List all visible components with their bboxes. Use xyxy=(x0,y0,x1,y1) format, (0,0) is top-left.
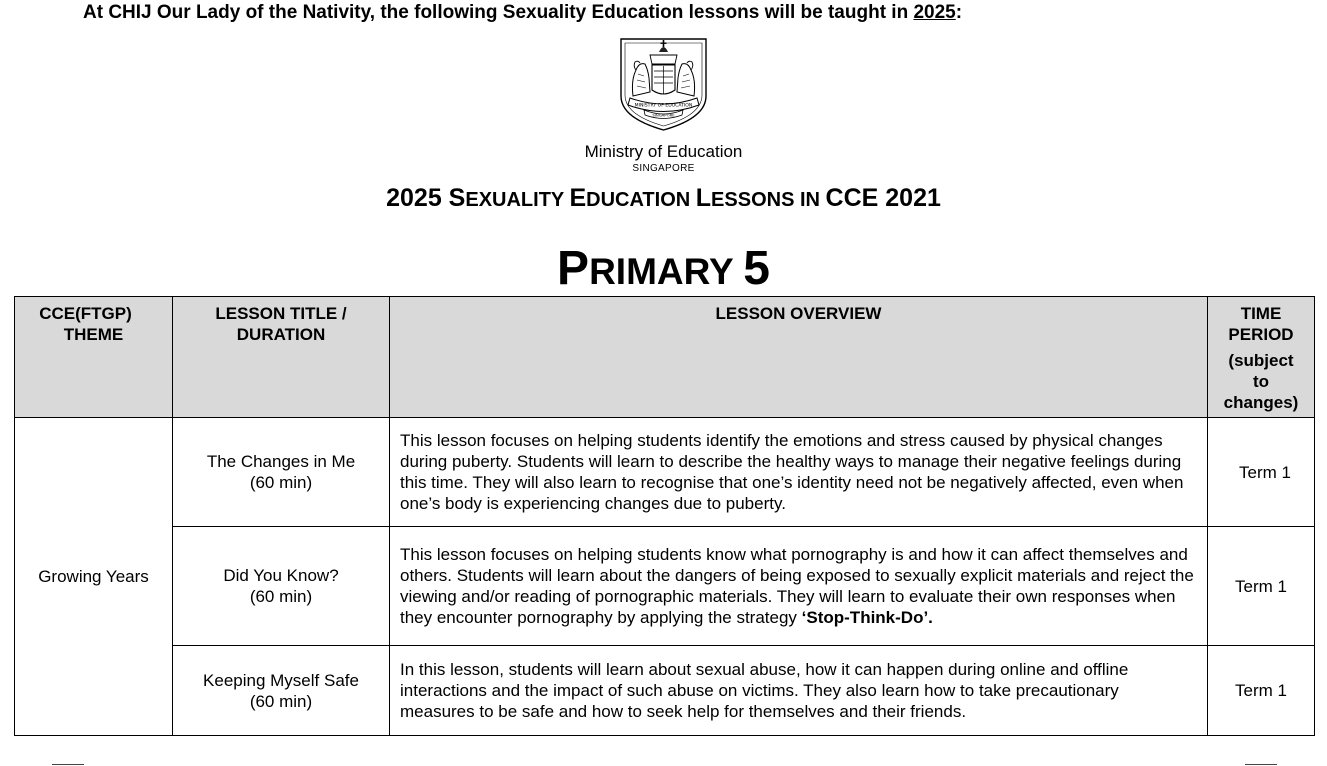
theme-cell: Growing Years xyxy=(15,418,173,736)
header-lesson-overview xyxy=(390,297,1208,418)
header-theme-line-1: CCE(FTGP) xyxy=(39,304,132,323)
lesson-overview-cell xyxy=(390,527,1208,646)
subtitle-cap: P xyxy=(557,242,590,295)
time-period-cell xyxy=(1208,527,1315,646)
time-period: Term 1 xyxy=(1239,462,1291,482)
header-time-note-1: (subject xyxy=(1228,351,1294,370)
crest-ribbon-text: SINGAPORE xyxy=(652,112,675,118)
title-word-3-rest: ESSONS IN xyxy=(711,189,826,211)
lesson-overview-cell xyxy=(390,646,1208,736)
subtitle-rest: RIMARY xyxy=(589,251,744,292)
intro-year: 2025 xyxy=(913,2,956,23)
title-year: 2025 xyxy=(386,184,449,212)
lesson-duration: (60 min) xyxy=(249,691,313,711)
lesson-title: Keeping Myself Safe xyxy=(203,670,359,690)
ministry-name: Ministry of Education xyxy=(584,142,743,161)
header-theme-line-2: THEME xyxy=(63,325,124,344)
title-word-1-rest: EXUALITY xyxy=(465,189,570,211)
title-word-2-rest: DUCATION xyxy=(586,189,696,211)
table-row xyxy=(15,418,1315,527)
lesson-title: Did You Know? xyxy=(223,566,339,585)
lesson-overview-emphasis: ‘Stop-Think-Do’. xyxy=(801,608,933,627)
time-period: Term 1 xyxy=(1235,576,1287,596)
header-time-line-1: TIME xyxy=(1240,304,1282,323)
header-time-line-2: PERIOD xyxy=(1228,325,1294,344)
lesson-overview-text: This lesson focuses on helping students know what pornography is and how it can affect themselves and others. Students will learn about the dangers of being exposed to sexually explicit materials and reject the viewing and/or reading of pornographic materials. They will learn to evaluate their own responses when they encounter pornography by applying the strategy xyxy=(400,545,1194,627)
title-word-3-cap: L xyxy=(695,184,712,212)
header-overview-label: LESSON OVERVIEW xyxy=(715,304,882,323)
header-time-period xyxy=(1208,297,1315,418)
page-edge-mark xyxy=(1245,764,1277,765)
lesson-title: The Changes in Me xyxy=(206,452,356,471)
lesson-title-cell xyxy=(173,418,390,527)
time-period: Term 1 xyxy=(1235,681,1287,700)
header-time-note-2: to xyxy=(1252,372,1270,391)
table-row xyxy=(15,646,1315,736)
header-time-note-3: changes) xyxy=(1223,393,1299,412)
intro-text: At CHIJ Our Lady of the Nativity, the following Sexuality Education lessons will be taught in xyxy=(83,2,914,23)
time-period-cell xyxy=(1208,418,1315,527)
lesson-overview-cell xyxy=(390,418,1208,527)
title-tail: CCE 2021 xyxy=(825,184,941,212)
header-title-line-1: LESSON TITLE / xyxy=(215,304,347,323)
title-word-1-cap: S xyxy=(448,184,466,212)
lesson-title-cell xyxy=(173,527,390,646)
subtitle-level: 5 xyxy=(743,242,770,295)
lesson-title-cell xyxy=(173,646,390,736)
header-theme xyxy=(15,297,173,418)
title-word-2-cap: E xyxy=(569,184,587,212)
crest-ring-text: MINISTRY OF EDUCATION xyxy=(634,103,693,109)
lesson-overview-text: In this lesson, students will learn about sexual abuse, how it can happen during online and offline interactions and the impact of such abuse on victims. They also learn how to take precautionary measures to be safe and how to seek help for themselves and their friends. xyxy=(400,660,1129,721)
document-title xyxy=(0,184,1327,213)
lesson-duration: (60 min) xyxy=(249,473,313,492)
header-title-line-2: DURATION xyxy=(236,325,326,344)
document-subtitle xyxy=(0,241,1327,300)
table-row xyxy=(15,527,1315,646)
lessons-table xyxy=(14,296,1315,736)
header-lesson-title xyxy=(173,297,390,418)
time-period-cell xyxy=(1208,646,1315,736)
ministry-country: SINGAPORE xyxy=(632,163,695,174)
lesson-duration: (60 min) xyxy=(249,587,313,606)
intro-sentence xyxy=(83,2,962,24)
table-header-row xyxy=(15,297,1315,418)
lesson-overview-text: This lesson focuses on helping students identify the emotions and stress caused by physical changes during puberty. Students will learn to describe the healthy ways to manage their negative feelings during this time. They will also learn to recognise that one’s identity need not be negatively affected, even when one’s body is experiencing changes due to puberty. xyxy=(400,431,1184,513)
page-edge-mark xyxy=(52,764,84,765)
header-time-note xyxy=(1208,350,1314,413)
intro-colon: : xyxy=(955,2,963,23)
moe-crest-logo xyxy=(619,38,708,131)
